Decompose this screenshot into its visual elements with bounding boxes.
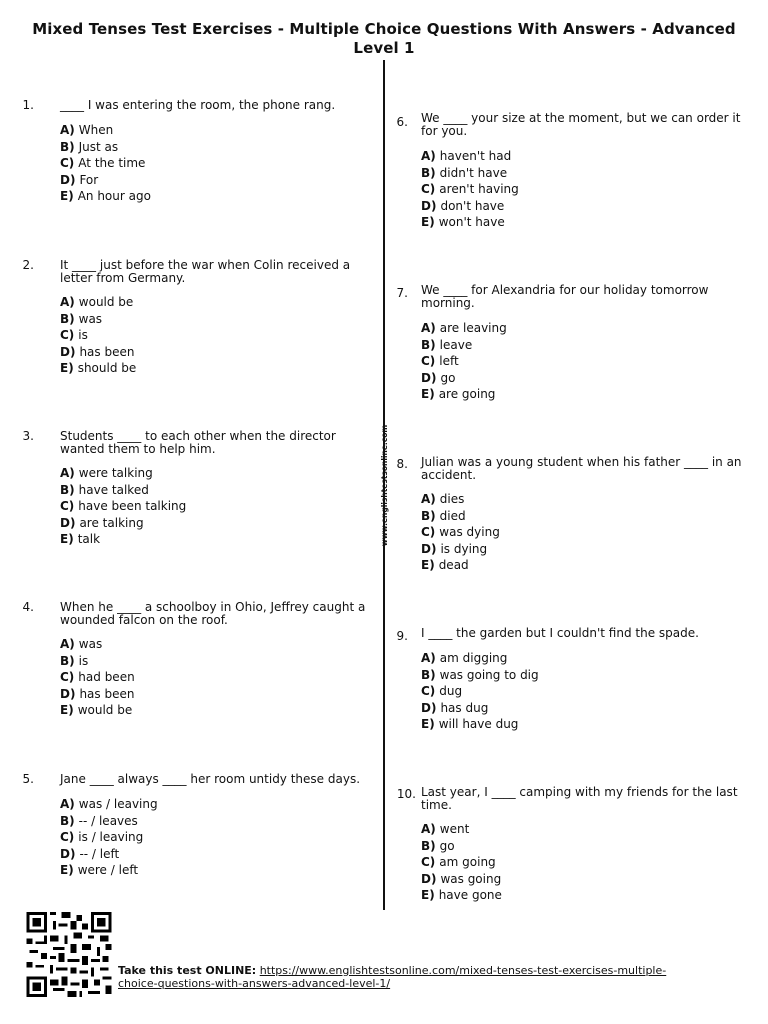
question-stem: When he ____ a schoolboy in Ohio, Jeffrey caught a wounded falcon on the roof. [60,600,366,627]
option-c[interactable]: C) had been [60,670,135,685]
watermark [380,423,390,548]
question-stem: Last year, I ____ camping with my friends for the last time. [421,785,738,812]
option-list [60,636,135,719]
option-list [60,796,158,879]
footer-online-link [118,964,678,990]
option-c[interactable]: C) is / leaving [60,830,144,845]
question-number: 8. [396,457,408,471]
question-stem: Students ____ to each other when the director wanted them to help him. [60,429,336,456]
option-a[interactable]: A) haven't had [421,149,512,163]
question-number: 7. [396,286,408,300]
option-b[interactable]: B) was going to dig [421,667,539,682]
option-list [421,650,539,733]
option-a[interactable]: A) was / leaving [60,797,158,811]
option-e[interactable]: E) will have dug [421,717,519,732]
question-number: 5. [22,772,34,786]
option-a[interactable]: A) When [60,123,114,137]
option-e[interactable]: E) should be [60,361,137,376]
option-c[interactable]: C) left [421,354,459,369]
option-d[interactable]: D) has dug [421,700,489,715]
question-number: 2. [22,258,34,272]
option-d[interactable]: D) has been [60,344,135,359]
question-number: 3. [22,429,34,443]
option-b[interactable]: B) didn't have [421,165,508,180]
option-d[interactable]: D) is dying [421,541,488,556]
option-e[interactable]: E) dead [421,558,469,573]
option-a[interactable]: A) are leaving [421,321,507,335]
option-d[interactable]: D) don't have [421,198,505,213]
option-a[interactable]: A) am digging [421,651,508,665]
option-b[interactable]: B) have talked [60,482,149,497]
question-stem: Julian was a young student when his father ____ in an accident. [421,455,742,482]
option-list [60,294,136,377]
option-c[interactable]: C) am going [421,855,496,870]
question-stem: We ____ for Alexandria for our holiday tomorrow morning. [421,283,709,310]
qr-code-icon[interactable] [24,912,114,997]
option-d[interactable]: D) go [421,370,456,385]
option-c[interactable]: C) At the time [60,156,146,171]
option-d[interactable]: D) For [60,172,99,187]
option-e[interactable]: E) were / left [60,863,139,878]
option-e[interactable]: E) won't have [421,215,505,230]
option-b[interactable]: B) -- / leaves [60,813,138,828]
question-stem: We ____ your size at the moment, but we can order it for you. [421,111,741,138]
option-e[interactable]: E) are going [421,387,496,402]
option-d[interactable]: D) are talking [60,515,144,530]
option-c[interactable]: C) have been talking [60,499,187,514]
option-b[interactable]: B) was [60,311,103,326]
question-number: 4. [22,600,34,614]
footer-lead: Take this test ONLINE: [118,964,257,977]
option-e[interactable]: E) have gone [421,888,502,903]
option-list [60,465,186,548]
question-stem: It ____ just before the war when Colin received a letter from Germany. [60,258,351,285]
question-number: 9. [396,629,408,643]
option-e[interactable]: E) An hour ago [60,189,151,204]
option-b[interactable]: B) is [60,653,89,668]
question-stem: ____ I was entering the room, the phone rang. [60,98,336,112]
option-b[interactable]: B) Just as [60,139,119,154]
option-d[interactable]: D) has been [60,686,135,701]
question-stem: I ____ the garden but I couldn't find the spade. [421,626,699,640]
question-stem: Jane ____ always ____ her room untidy these days. [60,772,361,786]
option-a[interactable]: A) would be [60,295,134,309]
option-d[interactable]: D) was going [421,871,502,886]
option-list [60,122,151,205]
page-title: Mixed Tenses Test Exercises - Multiple Choice Questions With Answers - Advanced Level 1 [32,20,736,57]
option-a[interactable]: A) was [60,637,103,651]
watermark-text: www.englishtestsonline.com [380,424,390,547]
option-a[interactable]: A) went [421,822,470,836]
option-c[interactable]: C) dug [421,684,463,699]
option-e[interactable]: E) would be [60,703,133,718]
option-c[interactable]: C) aren't having [421,182,519,197]
option-b[interactable]: B) leave [421,337,473,352]
test-online-link[interactable]: https://www.englishtestsonline.com/mixed-tenses-test-exercises-multiple-choice-questions-with-answers-advanced-level-1/ [118,964,667,990]
option-e[interactable]: E) talk [60,532,101,547]
question-number: 1. [22,98,34,112]
option-list [421,491,500,574]
option-list [421,148,519,231]
option-a[interactable]: A) were talking [60,466,153,480]
option-a[interactable]: A) dies [421,492,465,506]
option-b[interactable]: B) died [421,508,466,523]
question-number: 10. [396,787,416,801]
option-list [421,320,507,403]
option-c[interactable]: C) was dying [421,525,500,540]
option-list [421,821,502,904]
option-d[interactable]: D) -- / left [60,846,120,861]
option-c[interactable]: C) is [60,328,88,343]
question-number: 6. [396,115,408,129]
option-b[interactable]: B) go [421,838,455,853]
